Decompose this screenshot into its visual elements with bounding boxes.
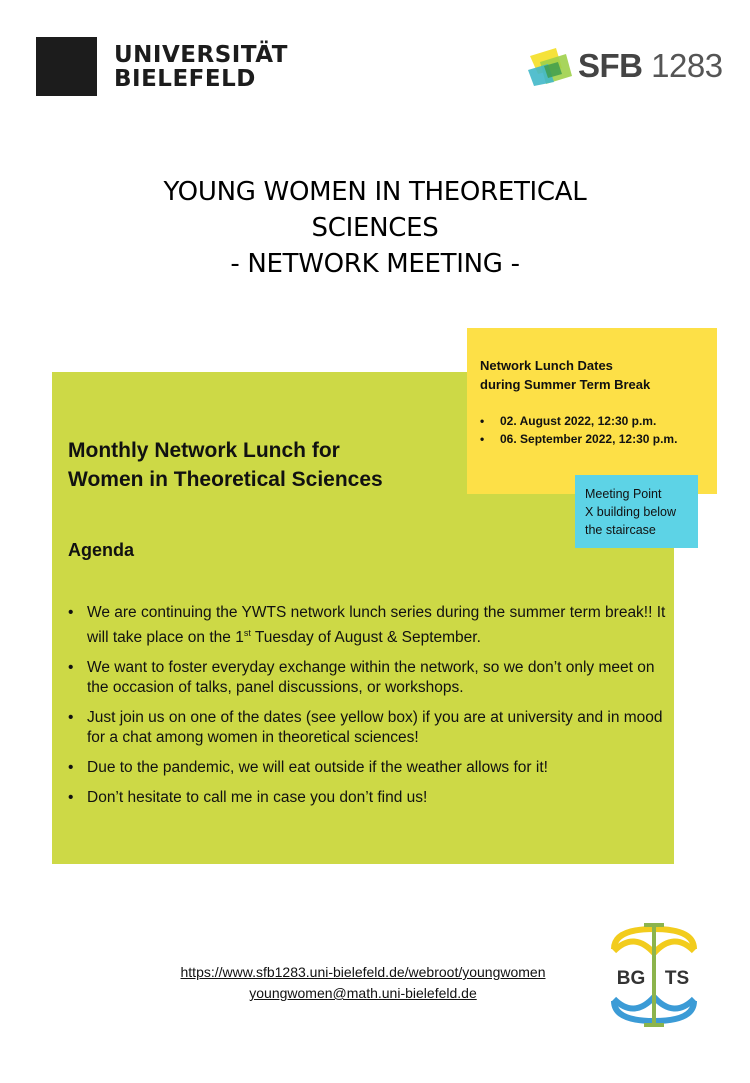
lunch-date-item: • 06. September 2022, 12:30 p.m. [480,430,677,448]
meeting-point-line1: Meeting Point [585,487,662,501]
lunch-dates-list [480,412,677,448]
agenda-item [66,603,666,648]
title-line-2: SCIENCES [311,213,439,243]
meeting-point-text [585,485,676,539]
agenda-item-1-superscript: st [243,628,251,638]
agenda-list [66,603,666,818]
agenda-item: • Just join us on one of the dates (see yellow box) if you are at university and in mood for a chat among women in theoretical sciences! [66,708,666,748]
title-line-3: - NETWORK MEETING - [230,249,520,279]
agenda-item-1-text-b: Tuesday of August & September. [250,629,481,647]
title-line-1: YOUNG WOMEN IN THEORETICAL [163,177,587,207]
meeting-point-box [575,475,698,548]
lunch-heading-line1: Monthly Network Lunch for [68,439,340,462]
agenda-item: • Due to the pandemic, we will eat outside if the weather allows for it! [66,758,666,778]
lunch-dates-title [480,356,650,394]
lunch-heading [68,436,383,494]
university-name [114,43,288,91]
meeting-point-line2: X building below [585,505,677,519]
sfb-logo [526,44,723,88]
meeting-point-line3: the staircase [585,523,656,537]
lunch-dates-title-line1: Network Lunch Dates [480,358,613,373]
sfb-prefix: SFB [578,47,643,84]
lunch-heading-line2: Women in Theoretical Sciences [68,468,383,491]
bgts-logo [604,921,705,1029]
university-logo [36,37,288,96]
university-name-line1: UNIVERSITÄT [114,42,288,68]
agenda-item-1-text-a: We are continuing the YWTS network lunch series during the summer term break!! It will take place on the 1 [87,604,666,647]
agenda-heading: Agenda [68,540,135,560]
agenda-item: • We want to foster everyday exchange within the network, so we don’t only meet on the occasion of talks, panel discussions, or workshops. [66,658,666,698]
page-title [0,174,750,282]
university-logo-square [36,37,97,96]
lunch-dates-box [467,328,717,494]
sfb-number: 1283 [651,47,723,84]
sfb-logo-text [578,47,723,85]
bgts-logo-text-left: BG [616,968,646,989]
sfb-logo-mark [526,44,574,88]
bgts-logo-text-right: TS [664,968,690,989]
agenda-item: • Don’t hesitate to call me in case you don’t find us! [66,788,666,808]
website-link[interactable]: https://www.sfb1283.uni-bielefeld.de/webroot/youngwomen [180,964,546,980]
email-link[interactable]: youngwomen@math.uni-bielefeld.de [249,985,477,1001]
lunch-dates-title-line2: during Summer Term Break [480,377,651,392]
university-name-line2: BIELEFELD [114,66,256,92]
lunch-date-item: • 02. August 2022, 12:30 p.m. [480,412,677,430]
